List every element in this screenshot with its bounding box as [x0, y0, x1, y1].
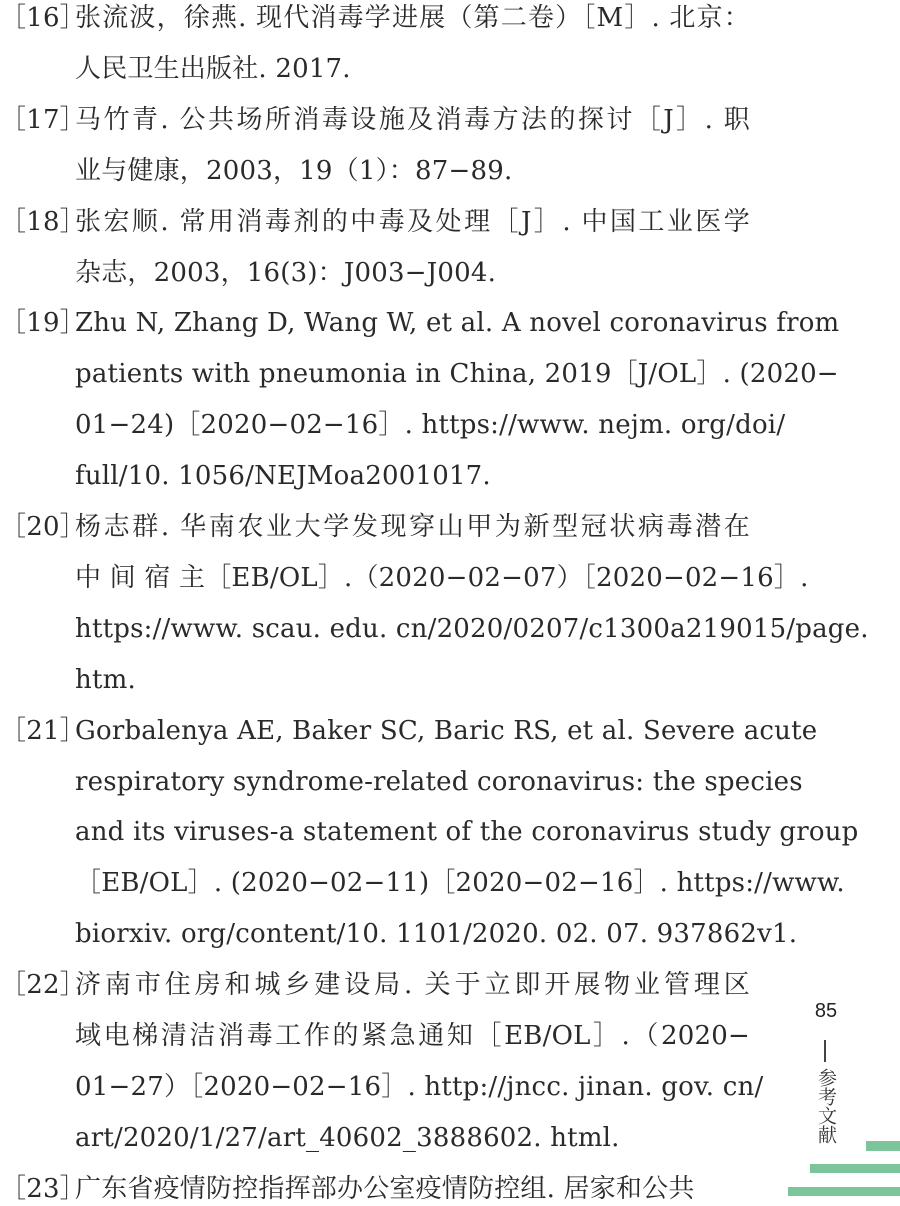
- reference-text-line: Gorbalenya AE, Baker SC, Baric RS, et al. Severe acute: [75, 715, 818, 746]
- decorative-bar: [866, 1141, 900, 1151]
- decorative-bar: [810, 1164, 900, 1173]
- reference-text-line: art/2020/1/27/art_40602_3888602. html.: [75, 1122, 620, 1153]
- reference-number: ［23］: [0, 1173, 86, 1204]
- reference-text-line: 马竹青. 公共场所消毒设施及消毒方法的探讨［J］. 职: [75, 104, 750, 135]
- reference-text-line: htm.: [75, 664, 136, 695]
- reference-text-line: 01−27）［2020−02−16］. http://jncc. jinan. gov. cn/: [75, 1071, 764, 1102]
- reference-text-line: patients with pneumonia in China, 2019［J/OL］. (2020−: [75, 359, 839, 390]
- reference-text-line: full/10. 1056/NEJMoa2001017.: [75, 461, 491, 492]
- reference-text-line: respiratory syndrome-related coronavirus: the species: [75, 766, 803, 797]
- reference-number: ［17］: [0, 104, 86, 135]
- reference-number: ［22］: [0, 970, 86, 1001]
- reference-text-line: https://www. scau. edu. cn/2020/0207/c1300a219015/page.: [75, 613, 869, 644]
- reference-number: ［21］: [0, 715, 86, 746]
- reference-text-line: 济南市住房和城乡建设局. 关于立即开展物业管理区: [75, 970, 750, 1001]
- page-number: 85: [814, 1000, 838, 1022]
- section-title: 参考文献: [815, 1068, 837, 1144]
- reference-number: ［16］: [0, 3, 86, 33]
- reference-text-line: 杂志，2003，16(3)：J003−J004.: [75, 257, 497, 288]
- reference-text-line: and its viruses-a statement of the coronavirus study group: [75, 817, 859, 848]
- reference-text-line: 杨志群. 华南农业大学发现穿山甲为新型冠状病毒潜在: [75, 512, 750, 542]
- decorative-bar: [788, 1187, 900, 1196]
- reference-text-line: 中 间 宿 主［EB/OL］.（2020−02−07）［2020−02−16］.: [75, 562, 809, 593]
- reference-text-line: Zhu N, Zhang D, Wang W, et al. A novel coronavirus from: [75, 308, 840, 339]
- reference-text-line: 广东省疫情防控指挥部办公室疫情防控组. 居家和公共: [75, 1173, 695, 1204]
- reference-text-line: 业与健康，2003，19（1）：87−89.: [75, 155, 513, 186]
- reference-text-line: 张宏顺. 常用消毒剂的中毒及处理［J］. 中国工业医学: [75, 206, 750, 237]
- reference-text-line: 人民卫生出版社. 2017.: [75, 53, 351, 84]
- page-divider: [824, 1040, 826, 1062]
- reference-text-line: 01−24)［2020−02−16］. https://www. nejm. org/doi/: [75, 410, 786, 441]
- reference-text-line: ［EB/OL］. (2020−02−11)［2020−02−16］. https://www.: [75, 868, 845, 899]
- reference-number: ［19］: [0, 308, 86, 339]
- reference-number: ［20］: [0, 512, 86, 542]
- reference-number: ［18］: [0, 206, 86, 237]
- reference-text-line: 张流波，徐燕. 现代消毒学进展（第二卷）［M］. 北京：: [75, 3, 751, 33]
- reference-text-line: 域电梯清洁消毒工作的紧急通知［EB/OL］.（2020−: [75, 1021, 750, 1051]
- reference-text-line: biorxiv. org/content/10. 1101/2020. 02. 07. 937862v1.: [75, 919, 798, 950]
